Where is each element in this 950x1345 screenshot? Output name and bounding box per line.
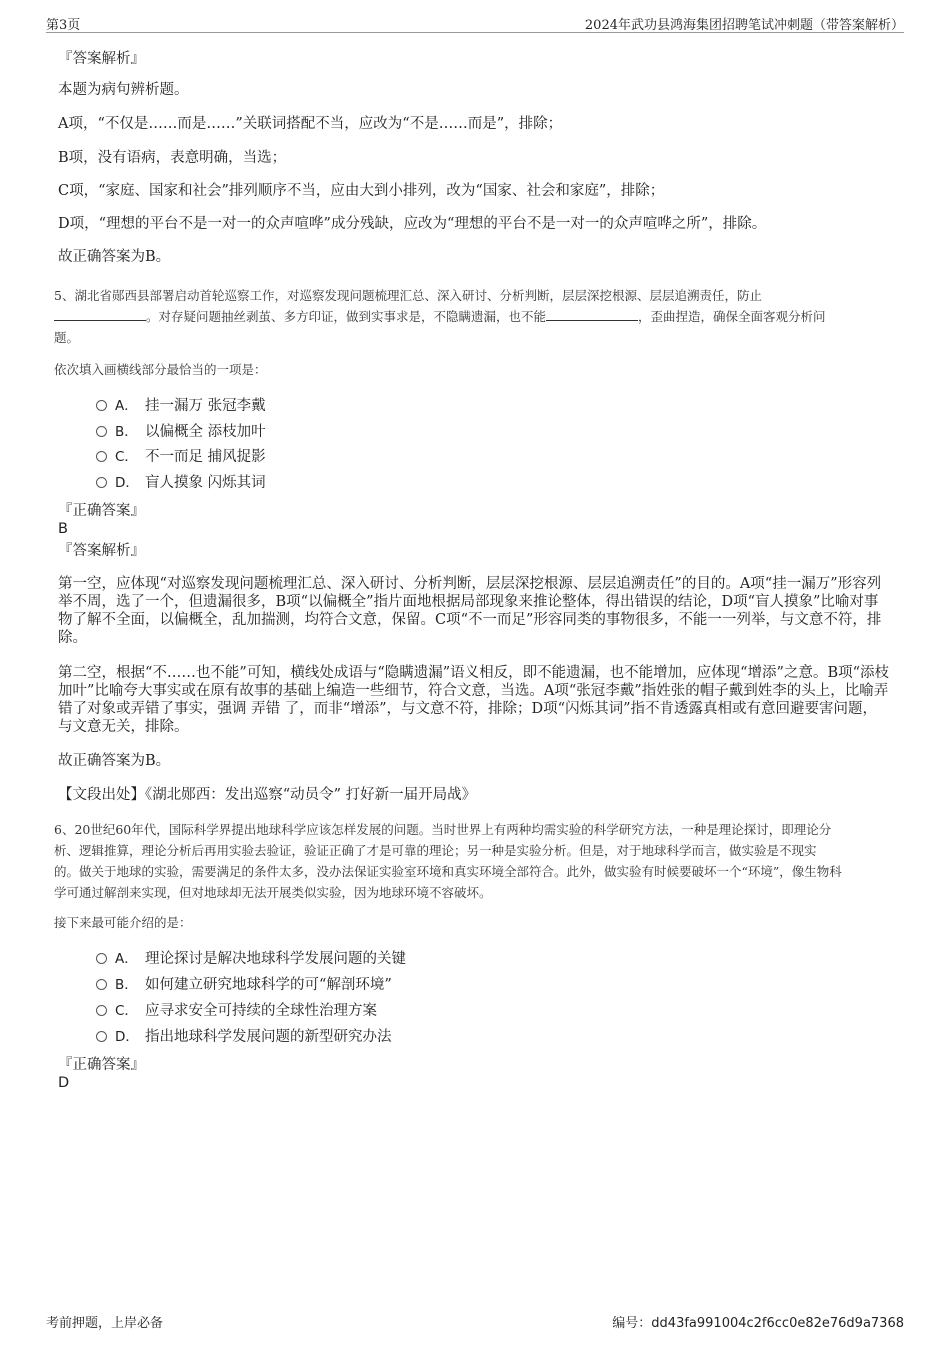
analysis-option-b: B项，没有语病，表意明确，当选； [58, 150, 287, 166]
radio-button[interactable] [96, 979, 107, 990]
radio-button[interactable] [96, 477, 107, 488]
option-c[interactable]: C． 不一而足 捕风捉影 [96, 448, 266, 466]
fill-blank [54, 308, 146, 321]
question-stem-line: 学可通过解剖来实现，但对地球却无法开展类似实验，因为地球环境不容破坏。 [54, 885, 492, 900]
fill-blank [546, 308, 638, 321]
question-6-prompt: 接下来最可能介绍的是： [54, 915, 192, 930]
document-title: 2024年武功县鸿海集团招聘笔试冲刺题（带答案解析） [584, 18, 904, 33]
radio-button[interactable] [96, 451, 107, 462]
question-5-prompt: 依次填入画横线部分最恰当的一项是： [54, 362, 267, 377]
answer-label: 『正确答案』 [58, 503, 145, 519]
option-a[interactable]: A． 挂一漏万 张冠李戴 [96, 397, 266, 415]
question-stem-line: 5、湖北省郧西县部署启动首轮巡察工作，对巡察发现问题梳理汇总、深入研讨、分析判断，层层深挖根源、层层追溯责任，防止 [54, 288, 762, 303]
option-b[interactable]: B． 以偏概全 添枝加叶 [96, 423, 266, 441]
analysis-conclusion: 故正确答案为B。 [58, 753, 171, 769]
answer-value: B [58, 521, 68, 537]
radio-button[interactable] [96, 953, 107, 964]
radio-button[interactable] [96, 426, 107, 437]
analysis-option-c: C项，“家庭、国家和社会”排列顺序不当，应由大到小排列，改为“国家、社会和家庭”，排除； [58, 183, 665, 199]
question-stem-line: 的。做关于地球的实验，需要满足的条件太多，没办法保证实验室环境和真实环境全部符合。此外，做实验有时候要破坏一个“环境”，像生物科 [54, 864, 842, 879]
analysis-label: 『答案解析』 [58, 543, 145, 559]
option-b[interactable]: B． 如何建立研究地球科学的可“解剖环境” [96, 976, 392, 994]
answer-value: D [58, 1075, 70, 1091]
option-c[interactable]: C． 应寻求安全可持续的全球性治理方案 [96, 1002, 377, 1020]
question-stem-line: 析、逻辑推算，理论分析后再用实验去验证，验证正确了才是可靠的理论；另一种是实验分析。但是，对于地球科学而言，做实验是不现实 [54, 843, 817, 858]
answer-label: 『正确答案』 [58, 1057, 145, 1073]
question-stem-line: 。对存疑问题抽丝剥茧、多方印证，做到实事求是，不隐瞒遗漏，也不能 ，歪曲捏造，确保全面客观分析问 [54, 306, 904, 327]
radio-button[interactable] [96, 400, 107, 411]
footer-slogan: 考前押题，上岸必备 [46, 1316, 164, 1331]
question-stem-line: 题。 [54, 330, 80, 345]
analysis-paragraph-1: 第一空，应体现“对巡察发现问题梳理汇总、深入研讨、分析判断，层层深挖根源、层层追溯责任”的目的。A项“挂一漏万”形容列举不周，选了一个，但遗漏很多，B项“以偏概全”指片面地根据局部现象来推论整体，得出错误的结论，D项“盲人摸象”比喻对事物了解不全面，以偏概全，乱加揣测，均符合文意，保留。C项“不一而足”形容同类的事物很多，不能一一列举，与文意不符，排除。 [58, 576, 882, 646]
analysis-intro: 本题为病句辨析题。 [58, 82, 189, 98]
page-number: 第3页 [46, 18, 81, 33]
radio-button[interactable] [96, 1005, 107, 1016]
option-a[interactable]: A． 理论探讨是解决地球科学发展问题的关键 [96, 950, 406, 968]
analysis-label: 『答案解析』 [58, 51, 145, 67]
question-6-stem [54, 819, 904, 903]
analysis-option-d: D项，“理想的平台不是一对一的众声喧哗”成分残缺，应改为“理想的平台不是一对一的众声喧哗之所”，排除。 [58, 216, 767, 232]
radio-button[interactable] [96, 1031, 107, 1042]
page-header [46, 12, 904, 33]
analysis-conclusion: 故正确答案为B。 [58, 249, 171, 265]
question-stem-line: 6、20世纪60年代，国际科学界提出地球科学应该怎样发展的问题。当时世界上有两种均需实验的科学研究方法，一种是理论探讨，即理论分 [54, 822, 832, 837]
option-d[interactable]: D． 盲人摸象 闪烁其词 [96, 474, 266, 492]
passage-source: 【文段出处】《湖北郧西：发出巡察“动员令” 打好新一届开局战》 [58, 787, 477, 803]
option-d[interactable]: D． 指出地球科学发展问题的新型研究办法 [96, 1028, 392, 1046]
document-code: 编号：dd43fa991004c2f6cc0e82e76d9a7368 [612, 1316, 904, 1331]
analysis-paragraph-2: 第二空，根据“不……也不能”可知，横线处成语与“隐瞒遗漏”语义相反，即不能遗漏，也不能增加，应体现“增添”之意。B项“添枝加叶”比喻夸大事实或在原有故事的基础上编造一些细节，符合文意，当选。A项“张冠李戴”指姓张的帽子戴到姓李的头上，比喻弄错了对象或弄错了事实，强调 弄错 了，而非“增添”，与文意不符，排除；D项“闪烁其词”指不肯透露真相或有意回避要害问题，与文意无关，排除。 [58, 665, 890, 735]
question-5-stem [54, 285, 904, 348]
analysis-option-a: A项，“不仅是……而是……”关联词搭配不当，应改为“不是……而是”，排除； [58, 116, 563, 132]
